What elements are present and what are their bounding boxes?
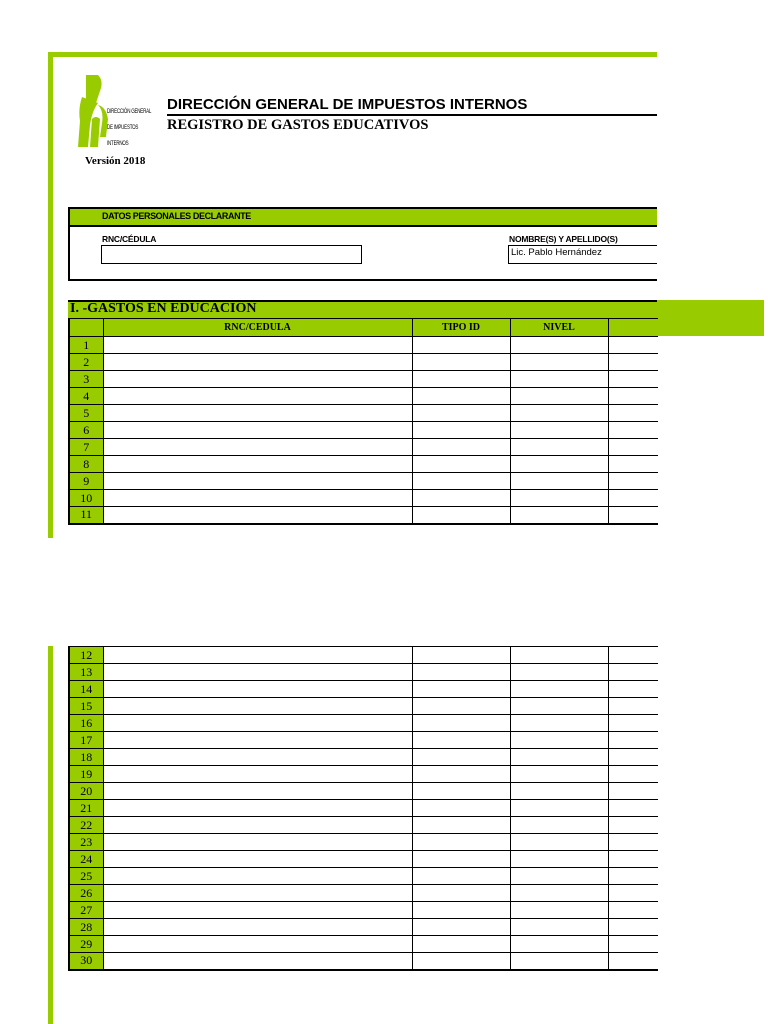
table-row [69, 749, 658, 766]
extra-cell[interactable] [608, 885, 658, 902]
rnc-cell[interactable] [103, 715, 412, 732]
tipo-id-cell[interactable] [412, 405, 510, 422]
rnc-cell[interactable] [103, 766, 412, 783]
extra-cell[interactable] [608, 439, 658, 456]
table-row [69, 337, 658, 354]
rnc-cell[interactable] [103, 902, 412, 919]
rnc-cell[interactable] [103, 698, 412, 715]
tipo-id-cell[interactable] [412, 507, 510, 524]
table-row [69, 936, 658, 953]
table-row [69, 783, 658, 800]
nivel-cell[interactable] [510, 337, 608, 354]
extra-cell[interactable] [608, 817, 658, 834]
row-number: 25 [69, 868, 103, 885]
table-row [69, 817, 658, 834]
extra-cell[interactable] [608, 783, 658, 800]
rnc-cell[interactable] [103, 783, 412, 800]
extra-cell[interactable] [608, 337, 658, 354]
row-number: 9 [69, 473, 103, 490]
row-number: 16 [69, 715, 103, 732]
table-row [69, 766, 658, 783]
extra-cell[interactable] [608, 698, 658, 715]
column-header-rnc: RNC/CEDULA [103, 319, 412, 337]
table-row [69, 800, 658, 817]
extra-cell[interactable] [608, 834, 658, 851]
logo-line-1: DIRECCIÓN GENERAL [107, 108, 152, 115]
tipo-id-cell[interactable] [412, 800, 510, 817]
tipo-id-cell[interactable] [412, 337, 510, 354]
row-number: 27 [69, 902, 103, 919]
page-subtitle: REGISTRO DE GASTOS EDUCATIVOS [167, 117, 429, 133]
tipo-id-cell[interactable] [412, 456, 510, 473]
nivel-cell[interactable] [510, 715, 608, 732]
nivel-cell[interactable] [510, 902, 608, 919]
tipo-id-cell[interactable] [412, 732, 510, 749]
row-number: 2 [69, 354, 103, 371]
rnc-cell[interactable] [103, 647, 412, 664]
table-row [69, 354, 658, 371]
tipo-id-cell[interactable] [412, 473, 510, 490]
rnc-cell[interactable] [103, 936, 412, 953]
row-number: 10 [69, 490, 103, 507]
tipo-id-cell[interactable] [412, 439, 510, 456]
extra-cell[interactable] [608, 371, 658, 388]
rnc-cell[interactable] [103, 749, 412, 766]
nivel-cell[interactable] [510, 868, 608, 885]
table-row [69, 902, 658, 919]
table-row [69, 422, 658, 439]
nivel-cell[interactable] [510, 936, 608, 953]
extra-cell[interactable] [608, 422, 658, 439]
rnc-cell[interactable] [103, 681, 412, 698]
nivel-cell[interactable] [510, 800, 608, 817]
tipo-id-cell[interactable] [412, 698, 510, 715]
extra-cell[interactable] [608, 732, 658, 749]
tipo-id-cell[interactable] [412, 354, 510, 371]
nivel-cell[interactable] [510, 919, 608, 936]
extra-cell[interactable] [608, 388, 658, 405]
tipo-id-cell[interactable] [412, 749, 510, 766]
row-number: 20 [69, 783, 103, 800]
extra-cell[interactable] [608, 473, 658, 490]
rnc-cell[interactable] [103, 473, 412, 490]
name-label: NOMBRE(S) Y APELLIDO(S) [509, 234, 618, 244]
table-row [69, 473, 658, 490]
nivel-cell[interactable] [510, 422, 608, 439]
rnc-cell[interactable] [103, 834, 412, 851]
table-row [69, 456, 658, 473]
rnc-cell[interactable] [103, 405, 412, 422]
tipo-id-cell[interactable] [412, 851, 510, 868]
logo-text [107, 104, 152, 152]
row-number: 19 [69, 766, 103, 783]
row-number: 23 [69, 834, 103, 851]
logo-line-2: DE IMPUESTOS [107, 124, 139, 131]
nivel-cell[interactable] [510, 371, 608, 388]
tipo-id-cell[interactable] [412, 681, 510, 698]
logo-line-3: INTERNOS [107, 140, 129, 147]
column-header-number [69, 319, 103, 337]
table-row [69, 664, 658, 681]
table-row [69, 868, 658, 885]
tipo-id-cell[interactable] [412, 388, 510, 405]
extra-cell[interactable] [608, 766, 658, 783]
tipo-id-cell[interactable] [412, 422, 510, 439]
rnc-cell[interactable] [103, 664, 412, 681]
nivel-cell[interactable] [510, 647, 608, 664]
tipo-id-cell[interactable] [412, 919, 510, 936]
tipo-id-cell[interactable] [412, 647, 510, 664]
row-number: 14 [69, 681, 103, 698]
rnc-cell[interactable] [103, 885, 412, 902]
row-number: 5 [69, 405, 103, 422]
nivel-cell[interactable] [510, 766, 608, 783]
extra-cell[interactable] [608, 715, 658, 732]
rnc-cell[interactable] [103, 817, 412, 834]
tipo-id-cell[interactable] [412, 953, 510, 970]
education-expenses-table [68, 318, 658, 525]
row-number: 4 [69, 388, 103, 405]
table-row [69, 851, 658, 868]
column-header-nivel: NIVEL [510, 319, 608, 337]
personal-data-section-label: DATOS PERSONALES DECLARANTE [102, 211, 251, 221]
nivel-cell[interactable] [510, 953, 608, 970]
row-number: 15 [69, 698, 103, 715]
nivel-cell[interactable] [510, 388, 608, 405]
rnc-cell[interactable] [103, 919, 412, 936]
nivel-cell[interactable] [510, 698, 608, 715]
table-row [69, 919, 658, 936]
education-section-title: I. -GASTOS EN EDUCACIÓN [70, 301, 257, 316]
rnc-cell[interactable] [103, 953, 412, 970]
row-number: 8 [69, 456, 103, 473]
rnc-cell[interactable] [103, 371, 412, 388]
tipo-id-cell[interactable] [412, 868, 510, 885]
row-number: 30 [69, 953, 103, 970]
nivel-cell[interactable] [510, 749, 608, 766]
table-row [69, 507, 658, 524]
table-row [69, 647, 658, 664]
column-header-tipo-id: TIPO ID [412, 319, 510, 337]
nivel-cell[interactable] [510, 507, 608, 524]
nivel-cell[interactable] [510, 834, 608, 851]
extra-cell[interactable] [608, 647, 658, 664]
table-row [69, 698, 658, 715]
page-title: DIRECCIÓN GENERAL DE IMPUESTOS INTERNOS [167, 96, 528, 113]
table-row [69, 834, 658, 851]
table-row [69, 490, 658, 507]
rnc-cell[interactable] [103, 868, 412, 885]
table-row [69, 405, 658, 422]
nivel-cell[interactable] [510, 783, 608, 800]
extra-cell[interactable] [608, 490, 658, 507]
row-number: 18 [69, 749, 103, 766]
tipo-id-cell[interactable] [412, 936, 510, 953]
row-number: 11 [69, 507, 103, 524]
row-number: 26 [69, 885, 103, 902]
nivel-cell[interactable] [510, 681, 608, 698]
nivel-cell[interactable] [510, 490, 608, 507]
tipo-id-cell[interactable] [412, 817, 510, 834]
rnc-cell[interactable] [103, 800, 412, 817]
table-row [69, 732, 658, 749]
row-number: 29 [69, 936, 103, 953]
extra-cell[interactable] [608, 936, 658, 953]
row-number: 12 [69, 647, 103, 664]
extra-cell[interactable] [608, 800, 658, 817]
left-accent-bar-page2 [48, 646, 53, 1024]
row-number: 13 [69, 664, 103, 681]
rnc-label: RNC/CÉDULA [102, 234, 157, 244]
nivel-cell[interactable] [510, 473, 608, 490]
title-divider [167, 114, 657, 116]
row-number: 24 [69, 851, 103, 868]
rnc-cell[interactable] [103, 456, 412, 473]
extra-cell[interactable] [608, 354, 658, 371]
rnc-cell[interactable] [103, 422, 412, 439]
left-accent-bar [48, 52, 53, 538]
extra-cell[interactable] [608, 456, 658, 473]
table-row [69, 371, 658, 388]
row-number: 22 [69, 817, 103, 834]
nivel-cell[interactable] [510, 405, 608, 422]
education-expenses-table-continued [68, 646, 658, 971]
tipo-id-cell[interactable] [412, 490, 510, 507]
tipo-id-cell[interactable] [412, 902, 510, 919]
extra-cell[interactable] [608, 405, 658, 422]
nivel-cell[interactable] [510, 851, 608, 868]
rnc-cell[interactable] [103, 354, 412, 371]
name-input[interactable]: Lic. Pablo Hernández [508, 245, 657, 264]
extra-cell[interactable] [608, 953, 658, 970]
nivel-cell[interactable] [510, 732, 608, 749]
rnc-cell[interactable] [103, 337, 412, 354]
nivel-cell[interactable] [510, 354, 608, 371]
table-row [69, 715, 658, 732]
extra-cell[interactable] [608, 507, 658, 524]
tipo-id-cell[interactable] [412, 885, 510, 902]
row-number: 28 [69, 919, 103, 936]
top-accent-bar [48, 52, 657, 57]
tipo-id-cell[interactable] [412, 834, 510, 851]
tipo-id-cell[interactable] [412, 766, 510, 783]
nivel-cell[interactable] [510, 664, 608, 681]
tipo-id-cell[interactable] [412, 715, 510, 732]
extra-cell[interactable] [608, 749, 658, 766]
nivel-cell[interactable] [510, 817, 608, 834]
rnc-cell[interactable] [103, 439, 412, 456]
table-row [69, 388, 658, 405]
row-number: 3 [69, 371, 103, 388]
tipo-id-cell[interactable] [412, 783, 510, 800]
table-header-row [69, 319, 658, 337]
row-number: 6 [69, 422, 103, 439]
extra-cell[interactable] [608, 902, 658, 919]
extra-cell[interactable] [608, 851, 658, 868]
row-number: 1 [69, 337, 103, 354]
rnc-cell[interactable] [103, 388, 412, 405]
table-row [69, 681, 658, 698]
nivel-cell[interactable] [510, 439, 608, 456]
row-number: 17 [69, 732, 103, 749]
tipo-id-cell[interactable] [412, 371, 510, 388]
version-label: Versión 2018 [85, 155, 146, 167]
table-row [69, 953, 658, 970]
extra-cell[interactable] [608, 681, 658, 698]
table-row [69, 885, 658, 902]
rnc-input[interactable] [101, 245, 362, 264]
nivel-cell[interactable] [510, 885, 608, 902]
rnc-cell[interactable] [103, 851, 412, 868]
rnc-cell[interactable] [103, 507, 412, 524]
right-accent-tab [656, 300, 764, 336]
tipo-id-cell[interactable] [412, 664, 510, 681]
extra-cell[interactable] [608, 868, 658, 885]
extra-cell[interactable] [608, 919, 658, 936]
rnc-cell[interactable] [103, 732, 412, 749]
table-row [69, 439, 658, 456]
nivel-cell[interactable] [510, 456, 608, 473]
column-header-extra [608, 319, 658, 337]
rnc-cell[interactable] [103, 490, 412, 507]
extra-cell[interactable] [608, 664, 658, 681]
row-number: 7 [69, 439, 103, 456]
row-number: 21 [69, 800, 103, 817]
